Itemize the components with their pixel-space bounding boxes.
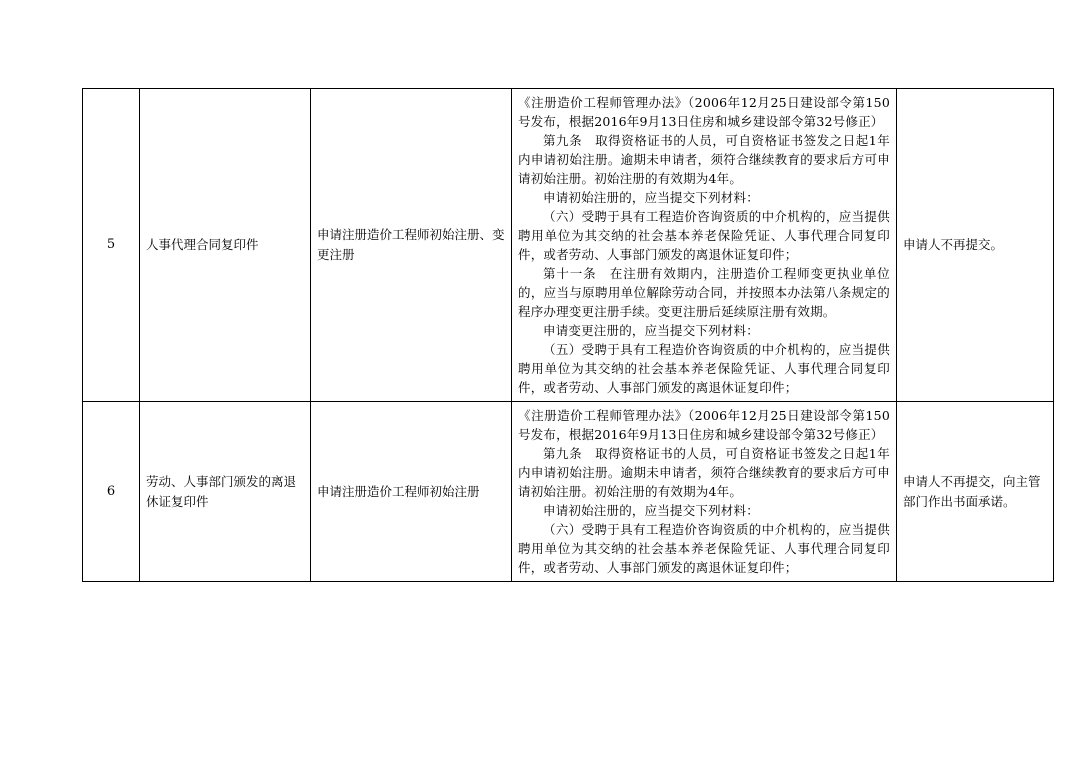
material-name: 人事代理合同复印件 [146, 237, 259, 253]
note-text: 申请人不再提交，向主管部门作出书面承诺。 [903, 473, 1041, 509]
application-cell [311, 402, 512, 582]
table-row [83, 402, 1054, 582]
basis-paragraph: 《注册造价工程师管理办法》（2006年12月25日建设部令第150号发布，根据2016年9月13日住房和城乡建设部令第32号修正） [518, 408, 890, 442]
basis-paragraph: 第九条 取得资格证书的人员，可自资格证书签发之日起1年内申请初始注册。逾期未申请者，须符合继续教育的要求后方可申请初始注册。初始注册的有效期为4年。 [518, 446, 890, 499]
basis-paragraph: 第十一条 在注册有效期内，注册造价工程师变更执业单位的，应当与原聘用单位解除劳动合同，并按照本办法第八条规定的程序办理变更注册手续。变更注册后延续原注册有效期。 [518, 266, 890, 319]
row-number-cell [83, 402, 140, 582]
basis-paragraph: （六）受聘于具有工程造价咨询资质的中介机构的，应当提供聘用单位为其交纳的社会基本养老保险凭证、人事代理合同复印件，或者劳动、人事部门颁发的离退休证复印件； [518, 209, 890, 262]
basis-paragraph: （六）受聘于具有工程造价咨询资质的中介机构的，应当提供聘用单位为其交纳的社会基本养老保险凭证、人事代理合同复印件，或者劳动、人事部门颁发的离退休证复印件； [518, 522, 890, 575]
application-text: 申请注册造价工程师初始注册 [317, 483, 480, 499]
row-number: 5 [106, 237, 116, 253]
material-name-cell [140, 89, 311, 402]
note-cell [897, 402, 1054, 582]
basis-paragraph: （五）受聘于具有工程造价咨询资质的中介机构的，应当提供聘用单位为其交纳的社会基本养老保险凭证、人事代理合同复印件，或者劳动、人事部门颁发的离退休证复印件； [518, 342, 890, 395]
note-cell [897, 89, 1054, 402]
basis-paragraph: 申请变更注册的，应当提交下列材料： [543, 323, 759, 338]
row-number-cell [83, 89, 140, 402]
legal-basis-cell [512, 89, 897, 402]
table-row [83, 89, 1054, 402]
row-number: 6 [106, 483, 116, 499]
basis-paragraph: 《注册造价工程师管理办法》（2006年12月25日建设部令第150号发布，根据2016年9月13日住房和城乡建设部令第32号修正） [518, 95, 890, 129]
application-cell [311, 89, 512, 402]
application-text: 申请注册造价工程师初始注册、变更注册 [317, 227, 505, 262]
material-name-cell [140, 402, 311, 582]
materials-table [82, 88, 1054, 582]
basis-paragraph: 申请初始注册的，应当提交下列材料： [543, 503, 759, 518]
note-text: 申请人不再提交。 [903, 237, 1004, 253]
legal-basis-cell [512, 402, 897, 582]
material-name: 劳动、人事部门颁发的离退休证复印件 [146, 473, 297, 509]
basis-paragraph: 第九条 取得资格证书的人员，可自资格证书签发之日起1年内申请初始注册。逾期未申请者，须符合继续教育的要求后方可申请初始注册。初始注册的有效期为4年。 [518, 133, 890, 186]
basis-paragraph: 申请初始注册的，应当提交下列材料： [543, 190, 759, 205]
